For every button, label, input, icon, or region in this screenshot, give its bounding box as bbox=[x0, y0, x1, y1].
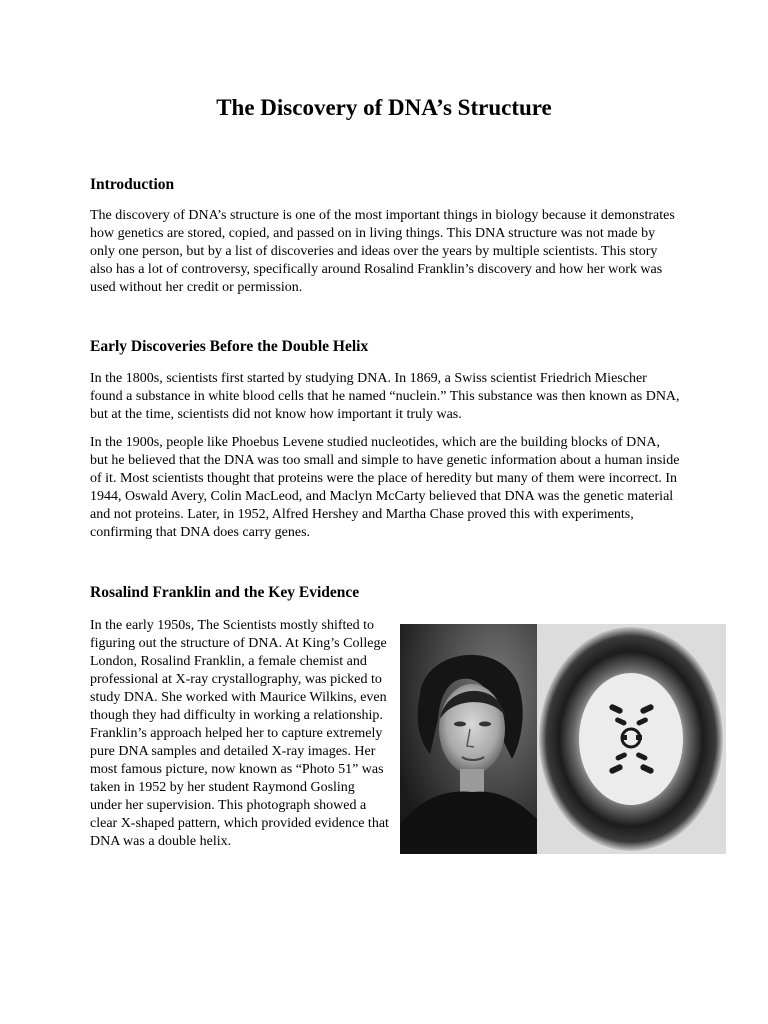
introduction-paragraph: The discovery of DNA’s structure is one of the most important things in biology because it demonstrates how genetics are stored, copied, and passed on in living things. This DNA structure was not made by only one person, but by a list of discoveries and ideas over the years by multiple scientists. This story also has a lot of controversy, specifically around Rosalind Franklin’s discovery and how her work was used without her credit or permission. bbox=[90, 208, 675, 295]
franklin-and-photo51-figure bbox=[400, 624, 726, 854]
section-heading-early-discoveries: Early Discoveries Before the Double Helix bbox=[90, 338, 369, 355]
section-heading-introduction: Introduction bbox=[90, 176, 175, 193]
early-discoveries-paragraph-1: In the 1800s, scientists first started by studying DNA. In 1869, a Swiss scientist Friedrich Miescher found a substance in white blood cells that he named “nuclein.” This substance was then known as DNA, but at the time, scientists did not know how important it truly was. bbox=[90, 371, 680, 422]
rosalind-franklin-paragraph: In the early 1950s, The Scientists mostly shifted to figuring out the structure of DNA. At King’s College London, Rosalind Franklin, a female chemist and professional at X-ray crystallography, was picked to study DNA. She worked with Maurice Wilkins, even though they had difficulty in working a relationship. Franklin’s approach helped her to capture extremely pure DNA samples and detailed X-ray images. Her most famous picture, now known as “Photo 51” was taken in 1952 by her student Raymond Gosling under her supervision. This photograph showed a clear X-shaped pattern, which provided evidence that DNA was a double helix. bbox=[90, 618, 389, 849]
rosalind-franklin-portrait-image bbox=[400, 624, 537, 854]
early-discoveries-paragraph-2: In the 1900s, people like Phoebus Levene studied nucleotides, which are the building blocks of DNA, but he believed that the DNA was too small and simple to have genetic information about a human inside of it. Most scientists thought that proteins were the place of heredity but many of them were incorrect. In 1944, Oswald Avery, Colin MacLeod, and Maclyn McCarty believed that DNA was the genetic material and not proteins. Later, in 1952, Alfred Hershey and Martha Chase proved this with experiments, confirming that DNA does carry genes. bbox=[90, 435, 680, 540]
page-title: The Discovery of DNA’s Structure bbox=[216, 95, 552, 120]
section-heading-rosalind-franklin: Rosalind Franklin and the Key Evidence bbox=[90, 584, 360, 601]
photo-51-xray-diffraction-image bbox=[537, 624, 726, 854]
